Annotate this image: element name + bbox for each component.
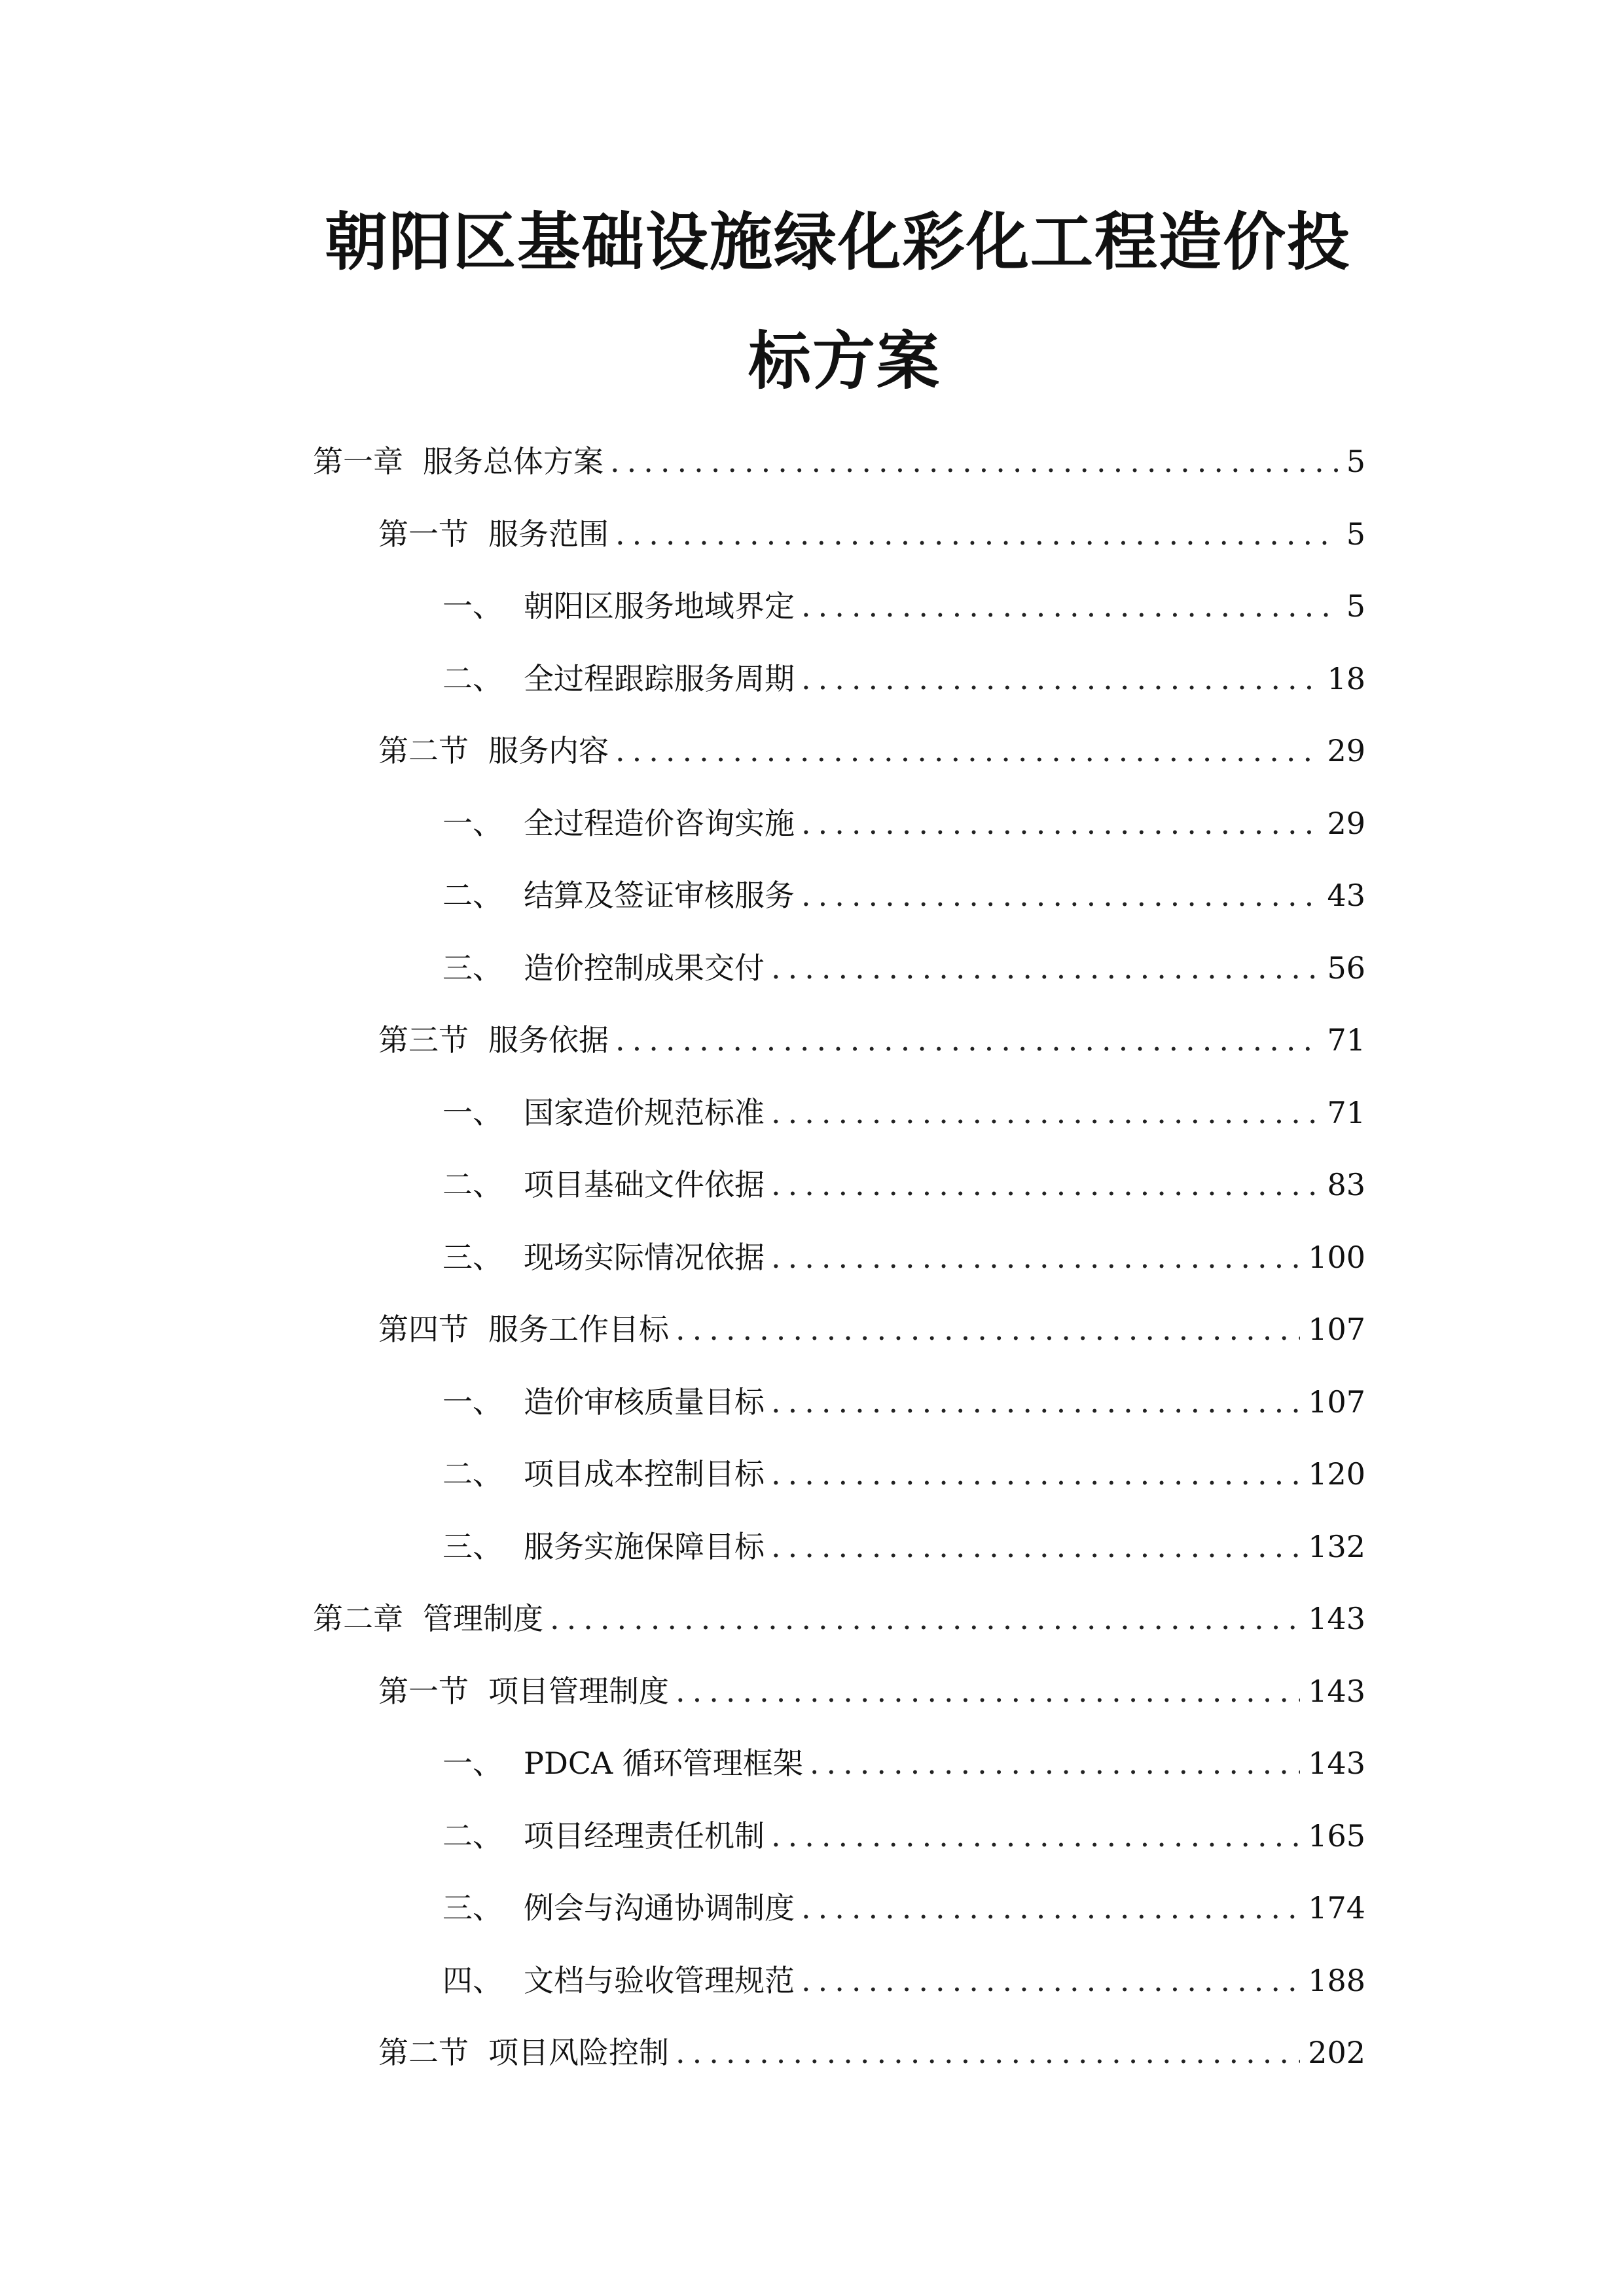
toc-entry-number: 二、 [442,661,503,696]
toc-entry[interactable] [378,508,1365,560]
toc-page-number: 143 [1308,1674,1365,1709]
toc-entry-title: 朝阳区服务地域界定 [524,588,795,624]
toc-entry-label [442,797,795,850]
toc-entry[interactable] [442,942,1365,994]
toc-dot-leader [610,435,1339,488]
toc-page-number: 43 [1327,878,1365,913]
toc-entry[interactable] [378,2026,1365,2079]
toc-entry-label [442,1882,795,1934]
toc-entry[interactable] [442,1376,1365,1428]
toc-entry-number: 一、 [442,806,503,841]
toc-entry-number: 三、 [442,1890,503,1926]
toc-entry-label [313,1592,543,1645]
toc-entry[interactable] [442,1737,1365,1789]
toc-entry-label [442,653,795,705]
toc-entry[interactable] [442,580,1365,632]
toc-dot-leader [801,653,1319,705]
toc-entry-title: PDCA 循环管理框架 [524,1746,803,1781]
toc-entry[interactable] [442,797,1365,850]
toc-entry-title: 管理制度 [423,1601,543,1636]
toc-entry-label [442,1158,765,1211]
toc-dot-leader [801,869,1319,922]
toc-page-number: 5 [1346,444,1365,479]
toc-entry-title: 项目基础文件依据 [524,1167,765,1202]
toc-entry[interactable] [313,435,1365,488]
toc-entry-label [442,1376,765,1428]
toc-page-number: 120 [1308,1456,1365,1492]
toc-page-number: 174 [1308,1890,1365,1926]
toc-dot-leader [771,1810,1300,1862]
toc-entry-number: 二、 [442,1456,503,1492]
toc-entry-number: 第一节 [378,516,469,552]
toc-entry[interactable] [378,1303,1365,1355]
toc-dot-leader [771,1158,1319,1211]
toc-entry-number: 三、 [442,950,503,986]
toc-entry-title: 现场实际情况依据 [524,1240,765,1275]
toc-page-number: 5 [1346,588,1365,624]
toc-page-number: 18 [1327,661,1365,696]
toc-entry-number: 第一节 [378,1674,469,1709]
toc-entry[interactable] [442,1882,1365,1934]
toc-entry-label [378,2026,669,2079]
toc-entry-title: 全过程跟踪服务周期 [524,661,795,696]
toc-entry-label [442,1086,765,1139]
toc-entry-label [378,1014,609,1066]
toc-entry-number: 一、 [442,1095,503,1130]
toc-page-number: 29 [1327,733,1365,768]
toc-entry-title: 服务工作目标 [488,1312,669,1347]
toc-entry[interactable] [442,1810,1365,1862]
toc-entry-number: 二、 [442,1167,503,1202]
toc-entry-title: 造价审核质量目标 [524,1384,765,1420]
toc-entry[interactable] [442,1231,1365,1283]
toc-entry[interactable] [378,725,1365,777]
toc-entry[interactable] [442,869,1365,922]
toc-dot-leader [676,2026,1300,2079]
toc-dot-leader [771,1086,1319,1139]
toc-page-number: 100 [1308,1240,1365,1275]
toc-dot-leader [676,1665,1300,1717]
toc-entry-label [378,1303,669,1355]
toc-entry-number: 一、 [442,1746,503,1781]
toc-entry-number: 第四节 [378,1312,469,1347]
toc-entry-title: 服务范围 [488,516,609,552]
document-title-line-1: 朝阳区基础设施绿化彩化工程造价投 [325,205,1351,279]
toc-entry-label [442,869,795,922]
toc-entry-title: 造价控制成果交付 [524,950,765,986]
toc-entry[interactable] [442,1520,1365,1573]
toc-dot-leader [771,942,1319,994]
toc-dot-leader [771,1448,1300,1500]
toc-dot-leader [801,797,1319,850]
toc-dot-leader [550,1592,1300,1645]
toc-entry-label [442,1737,803,1789]
toc-entry-number: 三、 [442,1529,503,1564]
toc-page-number: 83 [1327,1167,1365,1202]
toc-entry-title: 项目经理责任机制 [524,1818,765,1854]
toc-entry-title: 服务依据 [488,1022,609,1058]
toc-page-number: 107 [1308,1312,1365,1347]
toc-entry-number: 一、 [442,1384,503,1420]
toc-entry-number: 四、 [442,1963,503,1998]
toc-page-number: 71 [1327,1022,1365,1058]
toc-entry-label [442,1231,765,1283]
toc-entry-title: 全过程造价咨询实施 [524,806,795,841]
toc-entry-number: 第一章 [313,444,403,479]
toc-page-number: 107 [1308,1384,1365,1420]
toc-entry[interactable] [378,1665,1365,1717]
toc-entry-label [378,725,609,777]
toc-entry-number: 第二节 [378,733,469,768]
toc-entry-number: 第二章 [313,1601,403,1636]
toc-entry-label [442,1520,765,1573]
toc-dot-leader [801,1882,1300,1934]
toc-entry-title: 项目管理制度 [488,1674,669,1709]
toc-page-number: 143 [1308,1601,1365,1636]
toc-entry-title: 文档与验收管理规范 [524,1963,795,1998]
toc-entry[interactable] [378,1014,1365,1066]
toc-entry-number: 二、 [442,878,503,913]
toc-entry-number: 第二节 [378,2035,469,2070]
toc-entry-number: 一、 [442,588,503,624]
toc-dot-leader [771,1376,1300,1428]
toc-entry-label [442,1810,765,1862]
toc-entry[interactable] [442,1158,1365,1211]
toc-page-number: 202 [1308,2035,1365,2070]
toc-entry-label [378,1665,669,1717]
toc-entry-title: 项目成本控制目标 [524,1456,765,1492]
toc-page-number: 5 [1346,516,1365,552]
toc-entry-title: 国家造价规范标准 [524,1095,765,1130]
document-title-line-2: 标方案 [748,324,941,398]
toc-page-number: 143 [1308,1746,1365,1781]
toc-dot-leader [615,725,1319,777]
toc-dot-leader [801,1954,1300,2007]
toc-entry[interactable] [442,1086,1365,1139]
toc-entry-number: 二、 [442,1818,503,1854]
toc-page-number: 71 [1327,1095,1365,1130]
toc-dot-leader [801,580,1339,632]
toc-dot-leader [615,508,1339,560]
toc-dot-leader [615,1014,1319,1066]
toc-entry-label [378,508,609,560]
toc-entry-label [442,1448,765,1500]
toc-entry-number: 三、 [442,1240,503,1275]
toc-page-number: 165 [1308,1818,1365,1854]
toc-entry-title: 结算及签证审核服务 [524,878,795,913]
toc-page-number: 188 [1308,1963,1365,1998]
toc-entry[interactable] [442,1954,1365,2007]
toc-entry-title: 例会与沟通协调制度 [524,1890,795,1926]
toc-dot-leader [676,1303,1300,1355]
toc-entry-label [313,435,604,488]
toc-page-number: 132 [1308,1529,1365,1564]
toc-page-number: 56 [1327,950,1365,986]
toc-dot-leader [810,1737,1300,1789]
toc-entry-title: 项目风险控制 [488,2035,669,2070]
toc-dot-leader [771,1231,1300,1283]
toc-entry-label [442,580,795,632]
toc-entry[interactable] [313,1592,1365,1645]
toc-dot-leader [771,1520,1300,1573]
toc-entry[interactable] [442,1448,1365,1500]
toc-entry[interactable] [442,653,1365,705]
toc-entry-title: 服务实施保障目标 [524,1529,765,1564]
toc-entry-title: 服务总体方案 [423,444,604,479]
toc-entry-number: 第三节 [378,1022,469,1058]
toc-page-number: 29 [1327,806,1365,841]
toc-entry-title: 服务内容 [488,733,609,768]
toc-entry-label [442,1954,795,2007]
toc-entry-label [442,942,765,994]
